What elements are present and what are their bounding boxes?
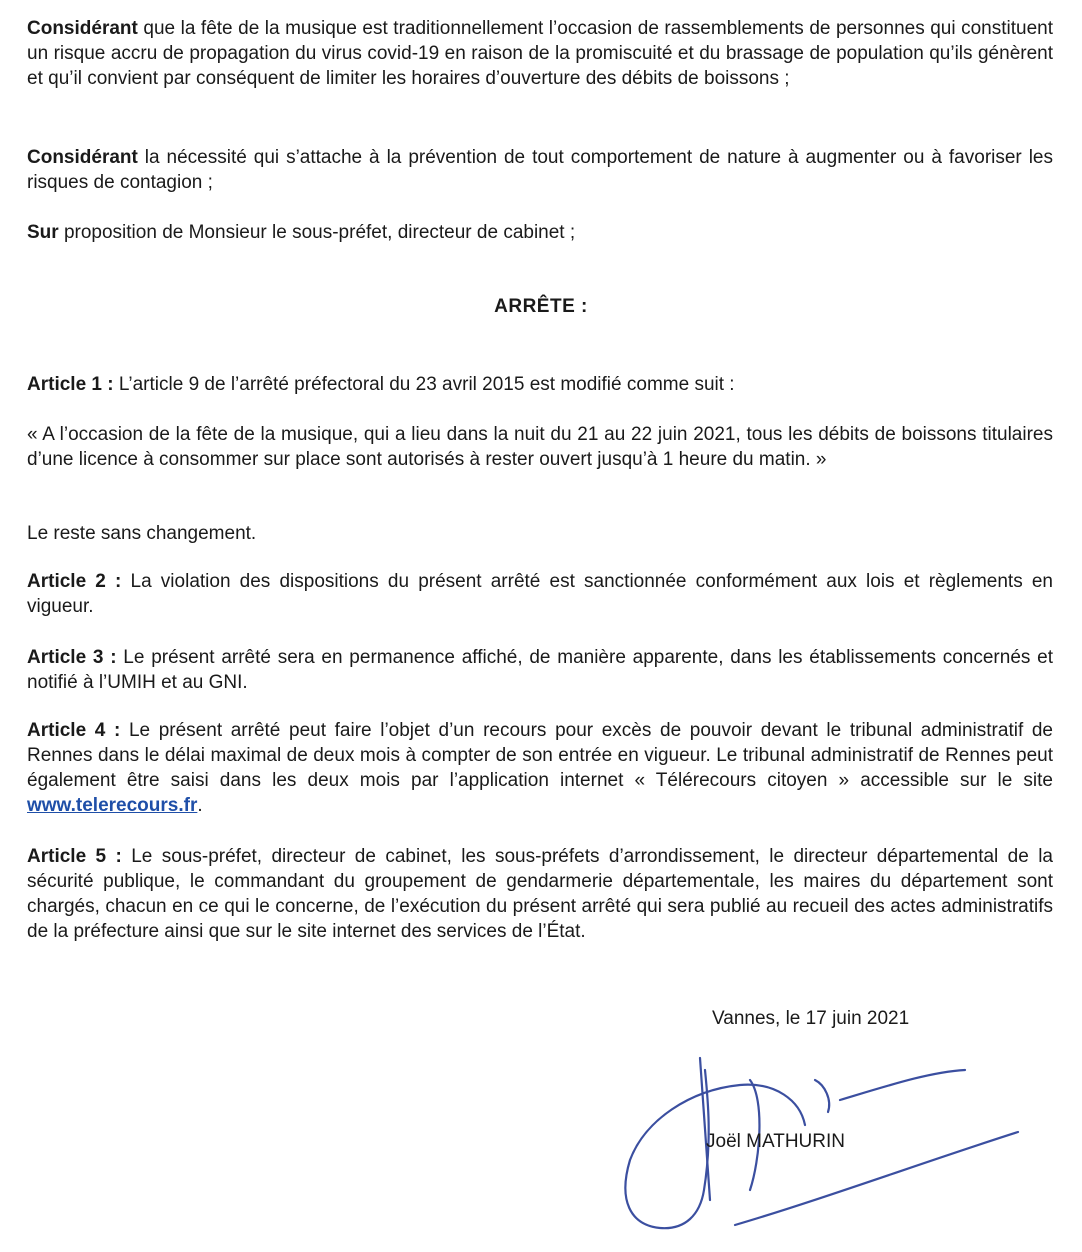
article-1-lead: Article 1 : <box>27 374 114 395</box>
article-3-paragraph <box>27 645 1053 695</box>
considerant-lead: Considérant <box>27 147 138 168</box>
article-5-text: Le sous-préfet, directeur de cabinet, les sous-préfets d’arrondissement, le directeur départemental de la sécurité publique, le commandant du groupement de gendarmerie départementale, les maires du département sont chargés, chacun en ce qui le concerne, de l’exécution du présent arrêté qui sera publié au recueil des actes administratifs de la préfecture ainsi que sur le site internet des services de l’État. <box>27 846 1053 942</box>
article-1-quote: « A l’occasion de la fête de la musique, qui a lieu dans la nuit du 21 au 22 juin 2021, tous les débits de boissons titulaires d’une licence à consommer sur place sont autorisés à rester ouvert jusqu’à 1 heure du matin. » <box>27 424 1053 470</box>
article-3-text: Le présent arrêté sera en permanence affiché, de manière apparente, dans les établissements concernés et notifié à l’UMIH et au GNI. <box>27 647 1053 693</box>
arrete-heading: ARRÊTE : <box>494 296 588 317</box>
article-5-lead: Article 5 : <box>27 846 122 867</box>
reste-paragraph: Le reste sans changement. <box>27 523 257 544</box>
considerant-text: la nécessité qui s’attache à la prévention de tout comportement de nature à augmenter ou à favoriser les risques de contagion ; <box>27 147 1053 193</box>
article-4-lead: Article 4 : <box>27 720 121 741</box>
article-5-paragraph <box>27 844 1053 944</box>
signer-name: Joël MATHURIN <box>706 1131 845 1152</box>
proposition-text: proposition de Monsieur le sous-préfet, directeur de cabinet ; <box>58 222 576 243</box>
article-4-tail: . <box>197 795 203 816</box>
considerant-lead: Considérant <box>27 18 138 39</box>
article-2-text: La violation des dispositions du présent arrêté est sanctionnée conformément aux lois et règlements en vigueur. <box>27 571 1053 617</box>
telerecours-link[interactable]: www.telerecours.fr <box>27 795 198 816</box>
considerant-paragraph-2 <box>27 145 1053 195</box>
article-4-text: Le présent arrêté peut faire l’objet d’un recours pour excès de pouvoir devant le tribunal administratif de Rennes dans le délai maximal de deux mois à compter de son entrée en vigueur. Le tribunal administratif de Rennes peut également être saisi dans les deux mois par l’application internet « Télérecours citoyen » accessible sur le site <box>27 720 1053 791</box>
proposition-paragraph <box>27 220 1053 245</box>
proposition-lead: Sur <box>27 222 59 243</box>
considerant-text: que la fête de la musique est traditionnellement l’occasion de rassemblements de personnes qui constituent un risque accru de propagation du virus covid-19 en raison de la promiscuité et du brassage de population qu’ils génèrent et qu’il convient par conséquent de limiter les horaires d’ouverture des débits de boissons ; <box>27 18 1053 89</box>
article-1-text: L’article 9 de l’arrêté préfectoral du 23 avril 2015 est modifié comme suit : <box>113 374 735 395</box>
article-1-paragraph <box>27 372 1053 397</box>
considerant-paragraph-1 <box>27 16 1053 91</box>
article-2-lead: Article 2 : <box>27 571 122 592</box>
date-line: Vannes, le 17 juin 2021 <box>712 1008 910 1029</box>
article-4-paragraph <box>27 718 1053 818</box>
article-3-lead: Article 3 : <box>27 647 117 668</box>
article-2-paragraph <box>27 569 1053 619</box>
